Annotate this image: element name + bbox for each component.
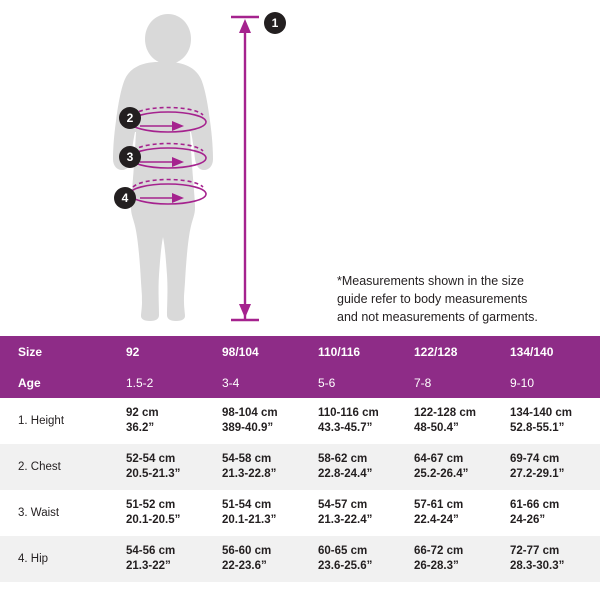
value-in: 22.4-24” <box>414 514 459 526</box>
cell-hip-92 <box>108 536 204 582</box>
value-cm: 72-77 cm <box>510 545 560 557</box>
note-line-3: and not measurements of garments. <box>337 310 538 324</box>
row-label-height: 1. Height <box>18 414 65 427</box>
cell-chest-110116 <box>300 444 396 490</box>
cell-height-98104 <box>204 398 300 444</box>
value-cm: 60-65 cm <box>318 545 368 557</box>
value-in: 27.2-29.1” <box>510 468 565 480</box>
value-in: 20.1-20.5” <box>126 514 181 526</box>
cell-hip-98104 <box>204 536 300 582</box>
header-size-2: 110/116 <box>318 344 361 359</box>
header-size-label: Size <box>18 344 43 359</box>
cell-hip-134140 <box>492 536 600 582</box>
value-in: 20.5-21.3” <box>126 468 181 480</box>
value-cm: 54-57 cm <box>318 499 368 511</box>
row-label-hip: 4. Hip <box>18 552 49 565</box>
cell-chest-92 <box>108 444 204 490</box>
cell-waist-110116 <box>300 490 396 536</box>
header-size-4: 134/140 <box>510 344 554 359</box>
value-in: 21.3-22.8” <box>222 468 277 480</box>
header-size-3: 122/128 <box>414 344 458 359</box>
cell-height-134140 <box>492 398 600 444</box>
value-in: 23.6-25.6” <box>318 560 373 572</box>
table-row <box>0 490 600 536</box>
value-in: 25.2-26.4” <box>414 468 469 480</box>
value-cm: 58-62 cm <box>318 453 368 465</box>
value-in: 24-26” <box>510 514 546 526</box>
table-header-size-row <box>0 336 600 367</box>
cell-height-122128 <box>396 398 492 444</box>
size-chart-table <box>0 336 600 582</box>
cell-waist-134140 <box>492 490 600 536</box>
badge-chest: 2 <box>119 107 141 129</box>
value-cm: 54-58 cm <box>222 453 272 465</box>
header-age-3: 7-8 <box>414 375 432 390</box>
row-label-chest: 2. Chest <box>18 460 61 473</box>
cell-waist-98104 <box>204 490 300 536</box>
note-line-1: *Measurements shown in the size <box>337 274 524 288</box>
measurement-note <box>337 272 587 326</box>
value-in: 28.3-30.3” <box>510 560 565 572</box>
cell-hip-122128 <box>396 536 492 582</box>
value-cm: 92 cm <box>126 407 159 419</box>
table-row <box>0 536 600 582</box>
header-age-label: Age <box>18 375 41 390</box>
cell-height-110116 <box>300 398 396 444</box>
table-header-age-row <box>0 367 600 398</box>
value-in: 20.1-21.3” <box>222 514 277 526</box>
value-cm: 57-61 cm <box>414 499 464 511</box>
height-arrow <box>231 17 259 320</box>
header-age-4: 9-10 <box>510 375 535 390</box>
value-cm: 64-67 cm <box>414 453 464 465</box>
header-size-0: 92 <box>126 344 140 359</box>
value-in: 43.3-45.7” <box>318 422 373 434</box>
value-cm: 51-52 cm <box>126 499 176 511</box>
row-label-waist: 3. Waist <box>18 506 60 519</box>
badge-waist: 3 <box>119 146 141 168</box>
header-age-0: 1.5-2 <box>126 375 154 390</box>
value-cm: 134-140 cm <box>510 407 573 419</box>
value-cm: 122-128 cm <box>414 407 477 419</box>
value-in: 36.2” <box>126 422 155 434</box>
cell-chest-134140 <box>492 444 600 490</box>
value-cm: 56-60 cm <box>222 545 272 557</box>
cell-height-92 <box>108 398 204 444</box>
cell-waist-92 <box>108 490 204 536</box>
value-in: 22-23.6” <box>222 560 267 572</box>
header-age-2: 5-6 <box>318 375 336 390</box>
cell-waist-122128 <box>396 490 492 536</box>
cell-chest-98104 <box>204 444 300 490</box>
cell-hip-110116 <box>300 536 396 582</box>
value-cm: 66-72 cm <box>414 545 464 557</box>
value-cm: 54-56 cm <box>126 545 176 557</box>
value-in: 22.8-24.4” <box>318 468 373 480</box>
value-in: 26-28.3” <box>414 560 459 572</box>
note-line-2: guide refer to body measurements <box>337 292 528 306</box>
cell-chest-122128 <box>396 444 492 490</box>
table-row <box>0 398 600 444</box>
value-cm: 110-116 cm <box>318 407 379 419</box>
value-in: 389-40.9” <box>222 422 274 434</box>
value-cm: 98-104 cm <box>222 407 278 419</box>
value-cm: 52-54 cm <box>126 453 176 465</box>
badge-hip: 4 <box>114 187 136 209</box>
value-in: 52.8-55.1” <box>510 422 565 434</box>
header-age-1: 3-4 <box>222 375 240 390</box>
value-in: 21.3-22.4” <box>318 514 373 526</box>
header-size-1: 98/104 <box>222 344 259 359</box>
value-in: 48-50.4” <box>414 422 459 434</box>
value-in: 21.3-22” <box>126 560 171 572</box>
value-cm: 51-54 cm <box>222 499 272 511</box>
table-row <box>0 444 600 490</box>
badge-height: 1 <box>264 12 286 34</box>
value-cm: 69-74 cm <box>510 453 560 465</box>
value-cm: 61-66 cm <box>510 499 560 511</box>
